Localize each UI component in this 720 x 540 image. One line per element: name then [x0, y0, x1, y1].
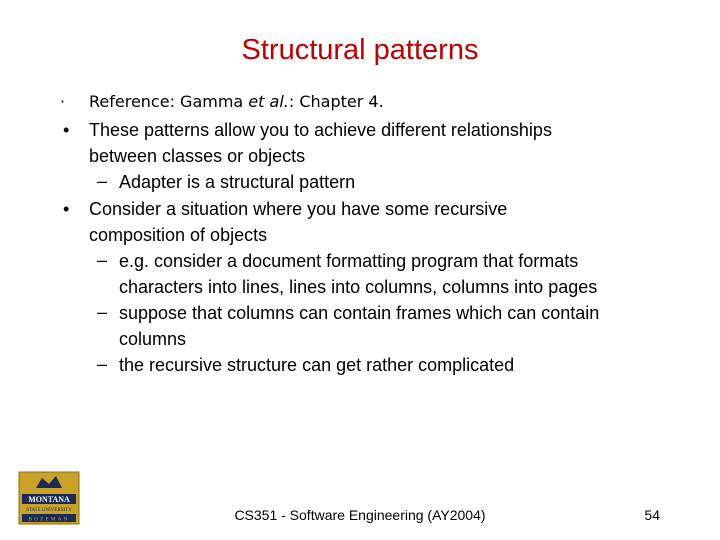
bullet-marker: • — [63, 199, 70, 219]
bullet-1-line-2: between classes or objects — [89, 146, 306, 166]
bullet-2-sub-3-line-1: the recursive structure can get rather complicated — [119, 355, 515, 375]
bullet-1-sub-1: Adapter is a structural pattern — [119, 172, 356, 192]
bullet-2-sub-1-line-1: e.g. consider a document formatting program that formats — [119, 251, 579, 271]
reference-bullet-marker: · — [60, 92, 66, 111]
reference-prefix: Reference: Gamma — [89, 92, 249, 111]
sub-bullet-dash: – — [97, 171, 108, 191]
bullet-2-sub-1-line-2: characters into lines, lines into columns, columns into pages — [119, 277, 598, 297]
bullet-marker: • — [63, 120, 70, 140]
bullet-1-line-1: These patterns allow you to achieve different relationships — [89, 120, 552, 140]
slide-title: Structural patterns — [241, 34, 479, 66]
sub-bullet-dash: – — [97, 354, 108, 374]
page-number: 54 — [644, 507, 660, 523]
logo-text-bottom: BOZEMAN — [28, 516, 70, 523]
bullet-2-line-1: Consider a situation where you have some recursive — [89, 199, 508, 219]
slide-footer: CS351 - Software Engineering (AY2004) — [234, 507, 486, 523]
reference-italic: et al. — [248, 92, 289, 111]
bullet-2-sub-2-line-1: suppose that columns can contain frames which can contain — [119, 303, 600, 323]
bullet-2-sub-2-line-2: columns — [119, 329, 187, 349]
reference-suffix: : Chapter 4. — [288, 92, 384, 111]
sub-bullet-dash: – — [97, 250, 108, 270]
sub-bullet-dash: – — [97, 302, 108, 322]
reference-line — [89, 92, 384, 111]
logo-text-mid: STATE UNIVERSITY — [26, 508, 72, 513]
bullet-2-line-2: composition of objects — [89, 225, 268, 245]
logo-text-top: MONTANA — [28, 495, 70, 504]
